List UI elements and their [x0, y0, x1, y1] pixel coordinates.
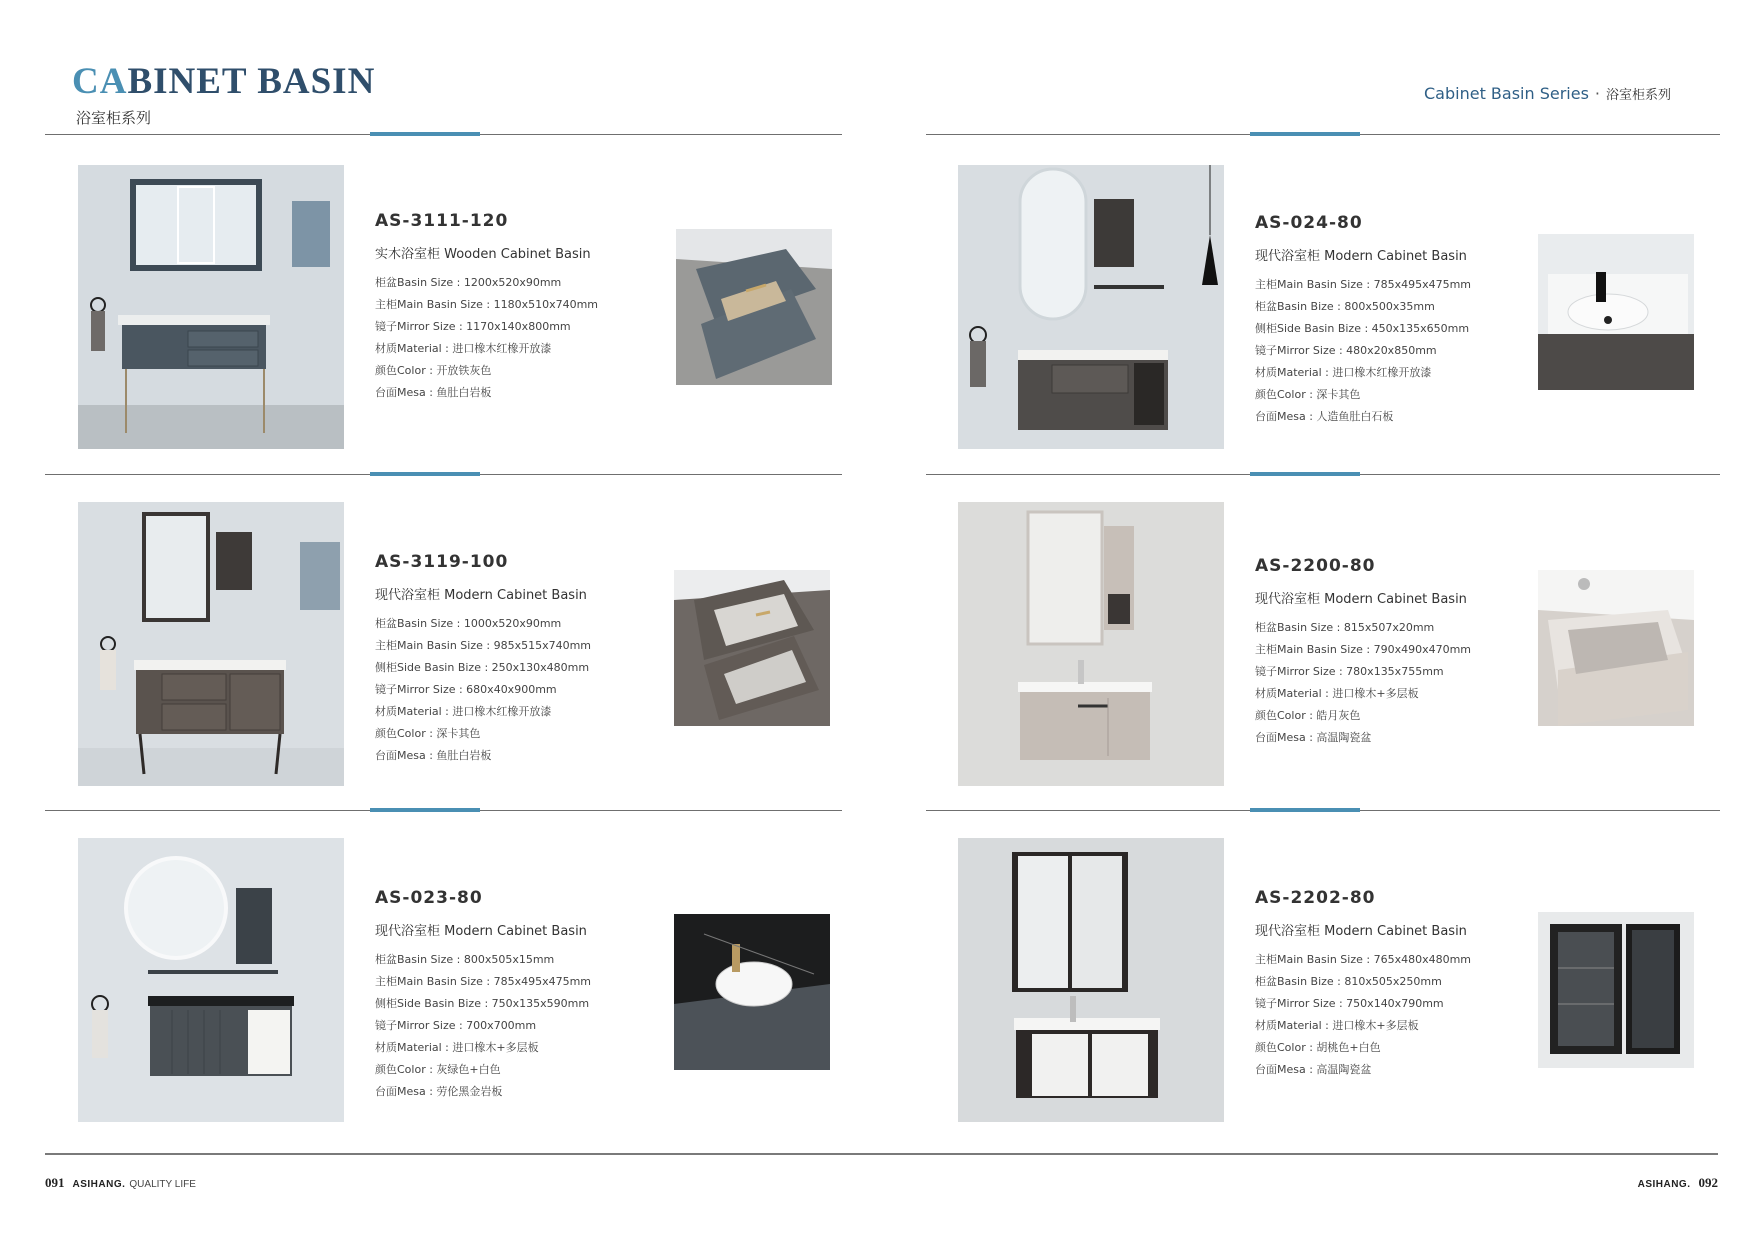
spec-line: 柜盆Basin Size : 1200x520x90mm	[375, 276, 562, 289]
section-rule	[926, 474, 1720, 475]
spec-line: 台面Mesa : 鱼肚白岩板	[375, 386, 492, 399]
product-specs	[1255, 617, 1471, 749]
spec-line: 镜子Mirror Size : 680x40x900mm	[375, 683, 557, 696]
spec-line: 颜色Color : 开放铁灰色	[375, 364, 492, 377]
spec-line: 台面Mesa : 高温陶瓷盆	[1255, 1063, 1372, 1076]
product-model: AS-2200-80	[1255, 556, 1376, 576]
page-subtitle: 浴室柜系列	[76, 109, 152, 127]
series-en: Cabinet Basin Series	[1424, 84, 1589, 103]
section-rule	[45, 474, 842, 475]
spec-line: 材质Material : 进口橡木+多层板	[1255, 687, 1419, 700]
product-card	[78, 502, 918, 792]
spec-line: 柜盆Basin Bize : 810x505x250mm	[1255, 975, 1442, 988]
product-photo	[958, 838, 1224, 1122]
spec-line: 台面Mesa : 劳伦黑金岩板	[375, 1085, 503, 1098]
spec-line: 柜盆Basin Bize : 800x500x35mm	[1255, 300, 1435, 313]
product-info	[375, 211, 598, 404]
spec-line: 材质Material : 进口橡木+多层板	[1255, 1019, 1419, 1032]
page-number-left: 091	[45, 1175, 65, 1190]
detail-photo	[674, 570, 830, 726]
product-specs	[375, 272, 598, 404]
product-type: 现代浴室柜 Modern Cabinet Basin	[375, 924, 587, 939]
spec-line: 材质Material : 进口橡木红橡开放漆	[1255, 366, 1432, 379]
spec-line: 柜盆Basin Size : 815x507x20mm	[1255, 621, 1435, 634]
product-info	[1255, 888, 1471, 1081]
page-title	[72, 60, 375, 103]
spec-line: 台面Mesa : 人造鱼肚白石板	[1255, 410, 1394, 423]
product-photo	[78, 502, 344, 786]
page-number-right: 092	[1698, 1175, 1718, 1190]
spec-line: 台面Mesa : 鱼肚白岩板	[375, 749, 492, 762]
title-accent: CA	[72, 61, 128, 102]
product-card	[78, 838, 918, 1128]
series-separator: ·	[1594, 84, 1601, 103]
product-specs	[375, 949, 591, 1103]
spec-line: 镜子Mirror Size : 480x20x850mm	[1255, 344, 1437, 357]
product-type: 现代浴室柜 Modern Cabinet Basin	[1255, 924, 1467, 939]
spec-line: 材质Material : 进口橡木红橡开放漆	[375, 705, 552, 718]
product-photo	[958, 502, 1224, 786]
spec-line: 主柜Main Basin Size : 765x480x480mm	[1255, 953, 1472, 966]
product-type: 现代浴室柜 Modern Cabinet Basin	[1255, 592, 1467, 607]
product-card	[958, 838, 1754, 1128]
footer-rule	[45, 1153, 1718, 1155]
product-card	[78, 165, 918, 455]
product-specs	[1255, 274, 1471, 428]
footer-tagline: QUALITY LIFE	[129, 1179, 196, 1190]
footer-brand-left: ASIHANG.	[72, 1179, 126, 1190]
spec-line: 主柜Main Basin Size : 790x490x470mm	[1255, 643, 1472, 656]
footer-right	[1638, 1175, 1718, 1191]
spec-line: 颜色Color : 皓月灰色	[1255, 709, 1361, 722]
detail-photo	[1538, 570, 1694, 726]
section-rule	[45, 810, 842, 811]
product-model: AS-3111-120	[375, 211, 509, 231]
series-label	[1424, 84, 1671, 103]
product-type: 实木浴室柜 Wooden Cabinet Basin	[375, 247, 591, 262]
product-info	[1255, 213, 1471, 428]
spec-line: 柜盆Basin Size : 800x505x15mm	[375, 953, 555, 966]
section-rule	[926, 810, 1720, 811]
section-rule	[45, 134, 842, 135]
spec-line: 侧柜Side Basin Bize : 250x130x480mm	[375, 661, 590, 674]
spec-line: 侧柜Side Basin Bize : 450x135x650mm	[1255, 322, 1470, 335]
detail-photo	[674, 914, 830, 1070]
spec-line: 镜子Mirror Size : 1170x140x800mm	[375, 320, 571, 333]
product-info	[375, 888, 591, 1103]
product-type: 现代浴室柜 Modern Cabinet Basin	[1255, 249, 1467, 264]
spec-line: 柜盆Basin Size : 1000x520x90mm	[375, 617, 562, 630]
spec-line: 颜色Color : 灰绿色+白色	[375, 1063, 501, 1076]
spec-line: 镜子Mirror Size : 780x135x755mm	[1255, 665, 1444, 678]
product-info	[375, 552, 591, 767]
spec-line: 主柜Main Basin Size : 785x495x475mm	[375, 975, 592, 988]
spec-line: 材质Material : 进口橡木红橡开放漆	[375, 342, 552, 355]
spec-line: 主柜Main Basin Size : 785x495x475mm	[1255, 278, 1472, 291]
footer-brand-right: ASIHANG.	[1637, 1179, 1691, 1190]
product-specs	[1255, 949, 1471, 1081]
spec-line: 主柜Main Basin Size : 985x515x740mm	[375, 639, 592, 652]
spec-line: 颜色Color : 深卡其色	[375, 727, 481, 740]
spec-line: 主柜Main Basin Size : 1180x510x740mm	[375, 298, 599, 311]
product-model: AS-3119-100	[375, 552, 509, 572]
product-info	[1255, 556, 1471, 749]
product-type: 现代浴室柜 Modern Cabinet Basin	[375, 588, 587, 603]
spec-line: 侧柜Side Basin Bize : 750x135x590mm	[375, 997, 590, 1010]
spec-line: 镜子Mirror Size : 750x140x790mm	[1255, 997, 1444, 1010]
detail-photo	[676, 229, 832, 385]
spec-line: 台面Mesa : 高温陶瓷盆	[1255, 731, 1372, 744]
product-photo	[78, 838, 344, 1122]
spec-line: 颜色Color : 胡桃色+白色	[1255, 1041, 1381, 1054]
spec-line: 材质Material : 进口橡木+多层板	[375, 1041, 539, 1054]
series-cn: 浴室柜系列	[1606, 88, 1672, 103]
product-model: AS-023-80	[375, 888, 483, 908]
detail-photo	[1538, 234, 1694, 390]
detail-photo	[1538, 912, 1694, 1068]
product-specs	[375, 613, 591, 767]
footer-left	[45, 1175, 196, 1191]
product-photo	[78, 165, 344, 449]
spec-line: 颜色Color : 深卡其色	[1255, 388, 1361, 401]
section-rule	[926, 134, 1720, 135]
product-card	[958, 502, 1754, 792]
spec-line: 镜子Mirror Size : 700x700mm	[375, 1019, 537, 1032]
title-rest: BINET BASIN	[127, 61, 376, 102]
product-photo	[958, 165, 1224, 449]
product-card	[958, 165, 1754, 455]
product-model: AS-2202-80	[1255, 888, 1376, 908]
product-model: AS-024-80	[1255, 213, 1363, 233]
